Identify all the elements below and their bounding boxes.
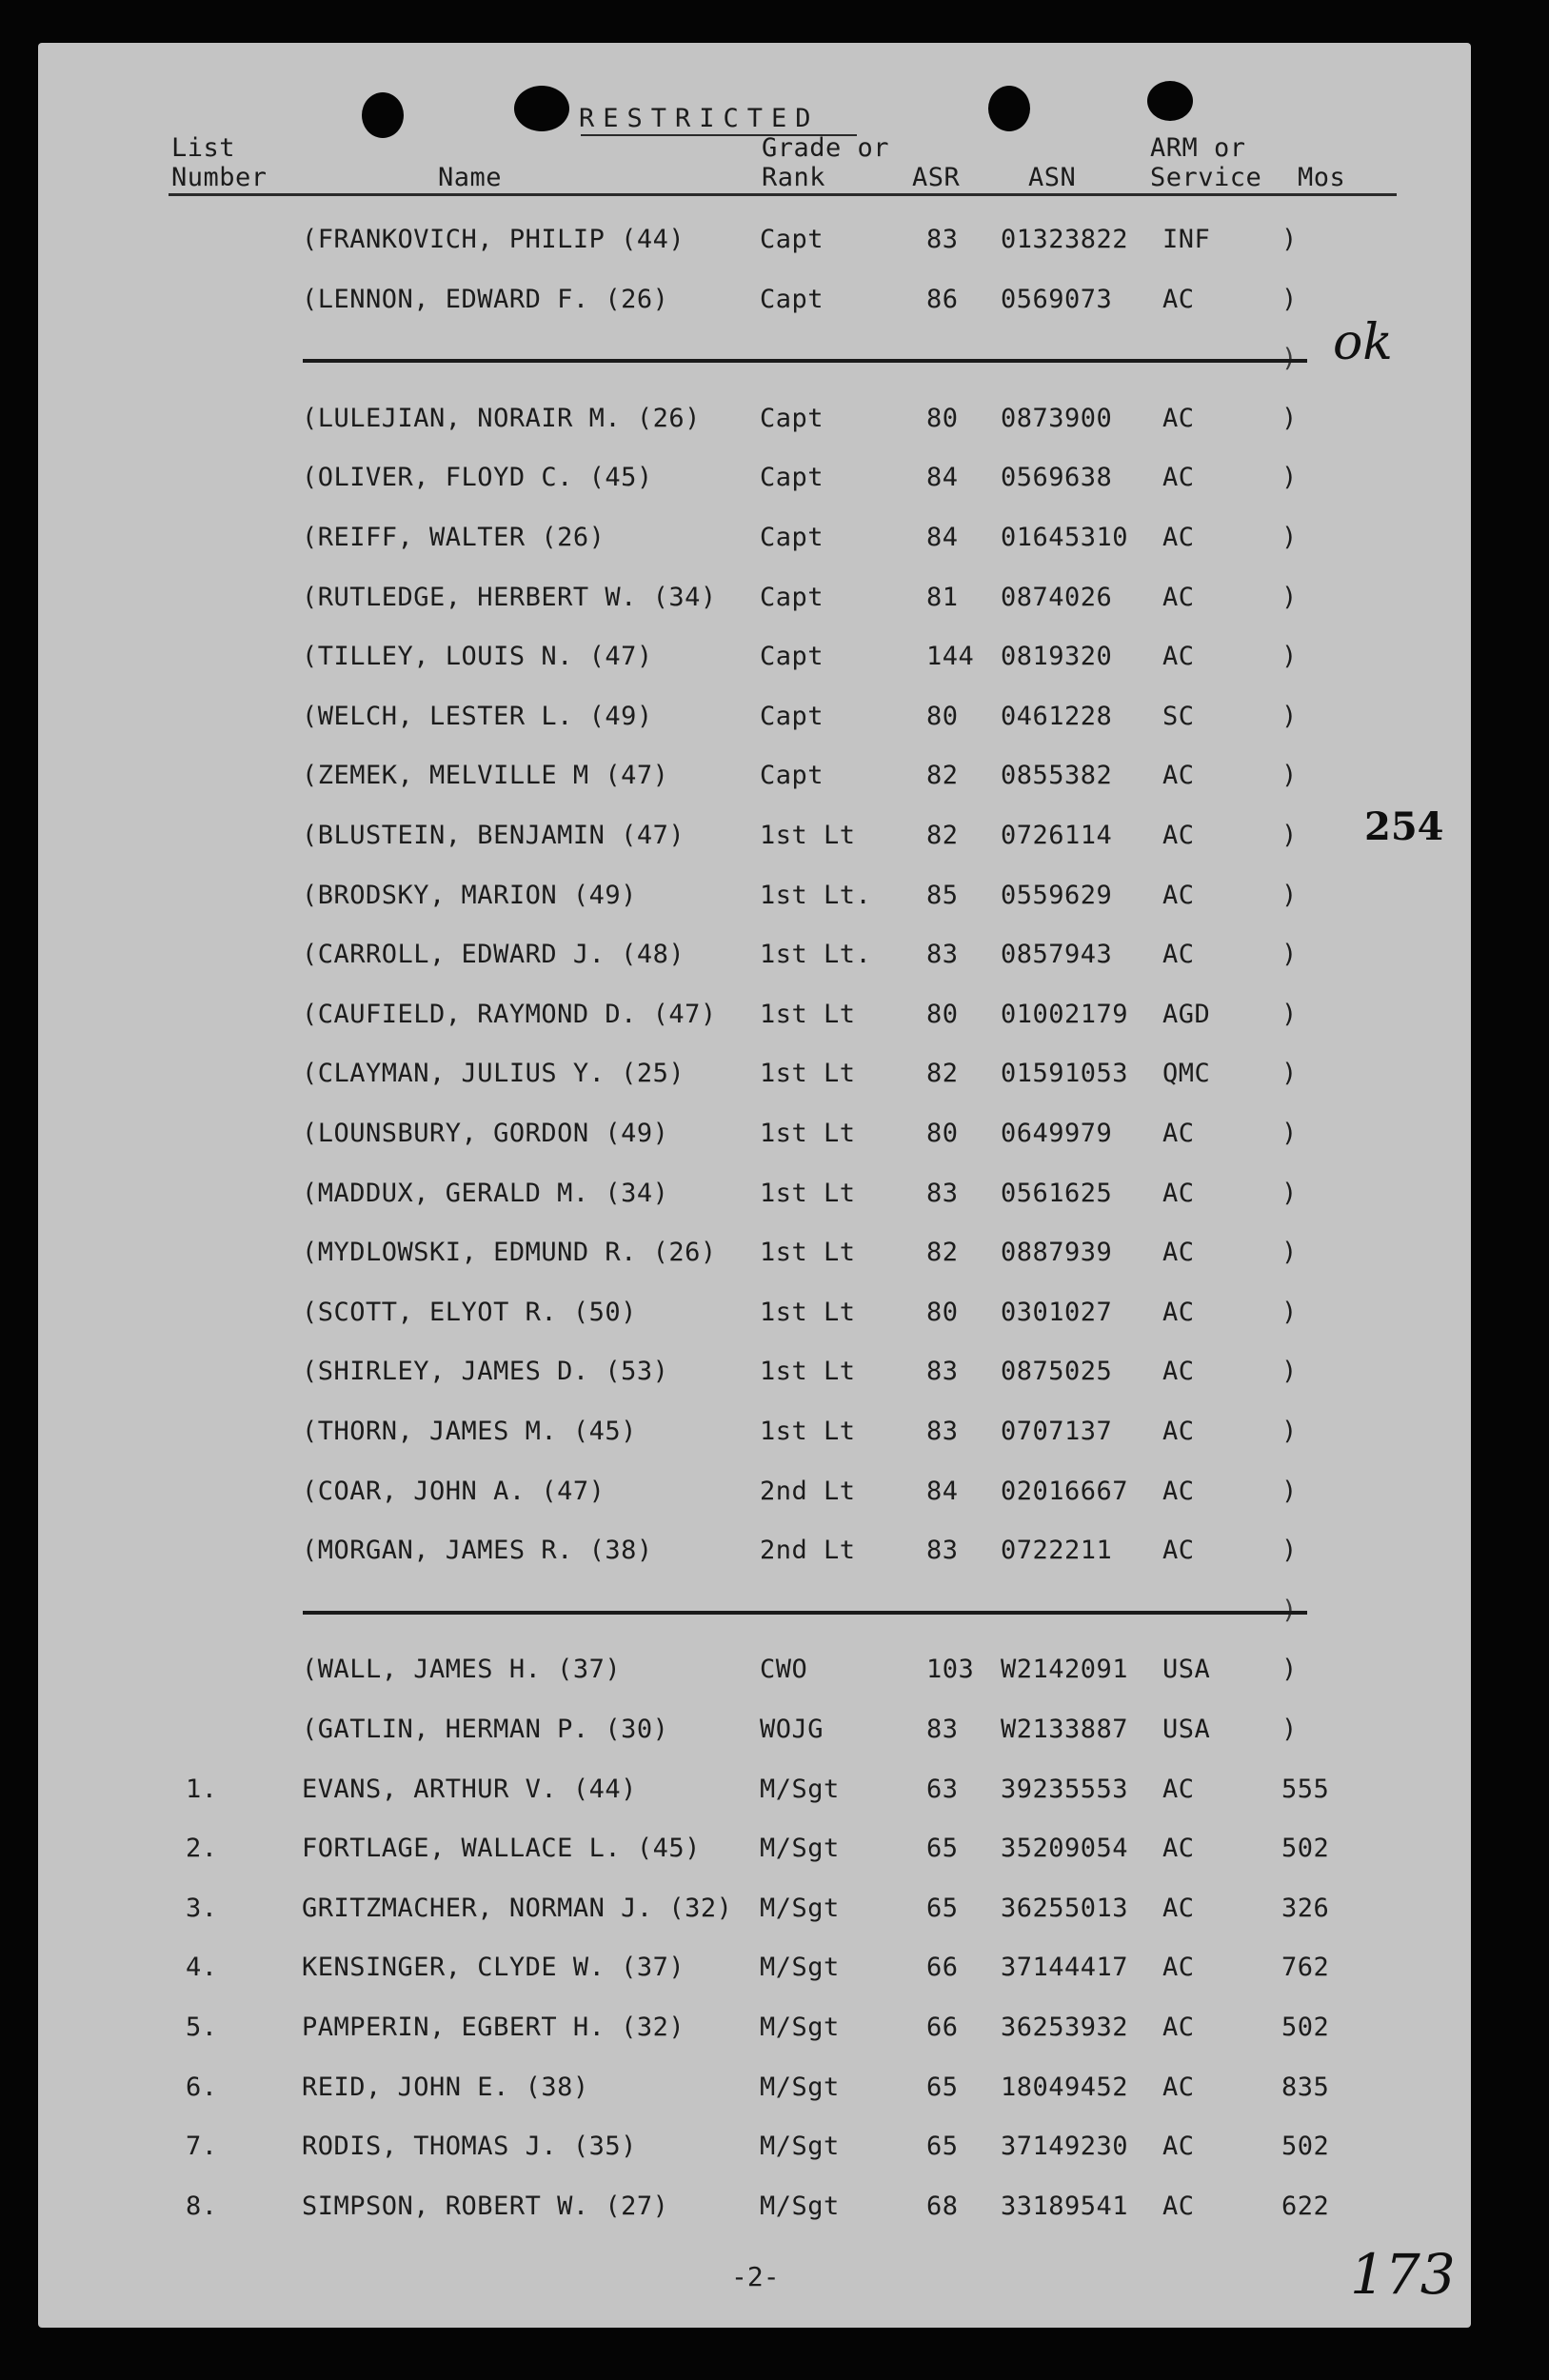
asn-cell: 0649979 <box>1001 1119 1113 1148</box>
table-row <box>38 1532 1471 1570</box>
asr-cell: 82 <box>926 1238 959 1267</box>
mos-cell: ) <box>1281 940 1298 969</box>
asn-cell: 01591053 <box>1001 1059 1129 1088</box>
name-cell: PAMPERIN, EGBERT H. (32) <box>302 2013 685 2042</box>
table-row <box>38 2009 1471 2047</box>
arm-service-cell: USA <box>1162 1715 1211 1744</box>
asn-cell: 0857943 <box>1001 940 1113 969</box>
table-row <box>38 2069 1471 2107</box>
asn-cell: 0569073 <box>1001 285 1113 314</box>
asr-cell: 85 <box>926 881 959 910</box>
grade-cell: 1st Lt. <box>760 881 872 910</box>
grade-cell: Capt <box>760 583 824 612</box>
asr-cell: 80 <box>926 1000 959 1029</box>
mos-cell: ) <box>1281 1655 1298 1684</box>
header-grade: Grade or Rank <box>762 133 890 192</box>
mos-cell: ) <box>1281 583 1298 612</box>
handwritten-folio-number: 173 <box>1350 2242 1456 2307</box>
list-number-cell: 5. <box>186 2013 218 2042</box>
name-cell: (BRODSKY, MARION (49) <box>302 881 637 910</box>
asn-cell: 35209054 <box>1001 1834 1129 1863</box>
asn-cell: 0461228 <box>1001 702 1113 731</box>
asr-cell: 83 <box>926 1715 959 1744</box>
stamped-number: 254 <box>1364 804 1444 849</box>
table-row <box>38 698 1471 736</box>
mos-cell: ) <box>1281 1536 1298 1565</box>
punch-hole <box>362 92 404 138</box>
grade-cell: 1st Lt <box>760 1417 856 1446</box>
punch-hole <box>988 86 1030 131</box>
asr-cell: 84 <box>926 1477 959 1506</box>
table-row <box>38 1353 1471 1391</box>
mos-cell: ) <box>1281 1179 1298 1208</box>
asr-cell: 66 <box>926 1953 959 1982</box>
table-row <box>38 221 1471 259</box>
arm-service-cell: AC <box>1162 1536 1195 1565</box>
name-cell: (LULEJIAN, NORAIR M. (26) <box>302 404 701 433</box>
table-row <box>38 1651 1471 1689</box>
table-row <box>38 757 1471 795</box>
asr-cell: 86 <box>926 285 959 314</box>
name-cell: (SHIRLEY, JAMES D. (53) <box>302 1357 669 1386</box>
grade-cell: Capt <box>760 285 824 314</box>
arm-service-cell: SC <box>1162 702 1195 731</box>
name-cell: (MYDLOWSKI, EDMUND R. (26) <box>302 1238 717 1267</box>
page-number: -2- <box>731 2261 780 2292</box>
table-row <box>38 400 1471 438</box>
asr-cell: 80 <box>926 1119 959 1148</box>
mos-cell: 622 <box>1281 2192 1330 2221</box>
name-cell: (WELCH, LESTER L. (49) <box>302 702 653 731</box>
name-cell: REID, JOHN E. (38) <box>302 2073 589 2102</box>
table-row <box>38 1175 1471 1213</box>
mos-cell: ) <box>1281 285 1298 314</box>
arm-service-cell: AC <box>1162 1298 1195 1327</box>
name-cell: (REIFF, WALTER (26) <box>302 523 606 552</box>
mos-cell: ) <box>1281 463 1298 492</box>
asr-cell: 83 <box>926 940 959 969</box>
table-row <box>38 1771 1471 1809</box>
mos-cell: 502 <box>1281 2132 1330 2161</box>
arm-service-cell: AC <box>1162 2013 1195 2042</box>
table-row <box>38 996 1471 1034</box>
grade-cell: Capt <box>760 225 824 254</box>
name-cell: (RUTLEDGE, HERBERT W. (34) <box>302 583 717 612</box>
table-row <box>38 817 1471 855</box>
asr-cell: 66 <box>926 2013 959 2042</box>
asn-cell: 01323822 <box>1001 225 1129 254</box>
name-cell: (SCOTT, ELYOT R. (50) <box>302 1298 637 1327</box>
arm-service-cell: USA <box>1162 1655 1211 1684</box>
asr-cell: 103 <box>926 1655 975 1684</box>
arm-service-cell: AC <box>1162 1834 1195 1863</box>
grade-cell: Capt <box>760 523 824 552</box>
mos-cell: ) <box>1281 702 1298 731</box>
grade-cell: M/Sgt <box>760 1953 840 1982</box>
mos-cell: ) <box>1281 225 1298 254</box>
asn-cell: 37144417 <box>1001 1953 1129 1982</box>
mos-cell: ) <box>1281 1059 1298 1088</box>
asr-cell: 83 <box>926 1179 959 1208</box>
asn-cell: 0875025 <box>1001 1357 1113 1386</box>
asn-cell: 0301027 <box>1001 1298 1113 1327</box>
asn-cell: 37149230 <box>1001 2132 1129 2161</box>
name-cell: (MORGAN, JAMES R. (38) <box>302 1536 653 1565</box>
asn-cell: 0569638 <box>1001 463 1113 492</box>
table-row <box>38 936 1471 974</box>
arm-service-cell: AC <box>1162 761 1195 790</box>
grade-cell: 1st Lt <box>760 1238 856 1267</box>
arm-service-cell: AC <box>1162 1119 1195 1148</box>
mos-cell: 762 <box>1281 1953 1330 1982</box>
name-cell: (CAUFIELD, RAYMOND D. (47) <box>302 1000 717 1029</box>
arm-service-cell: AC <box>1162 821 1195 850</box>
asr-cell: 80 <box>926 404 959 433</box>
name-cell: (CLAYMAN, JULIUS Y. (25) <box>302 1059 685 1088</box>
header-arm-service: ARM or Service <box>1150 133 1262 192</box>
grade-cell: M/Sgt <box>760 2192 840 2221</box>
asn-cell: 01002179 <box>1001 1000 1129 1029</box>
asr-cell: 68 <box>926 2192 959 2221</box>
asn-cell: 0722211 <box>1001 1536 1113 1565</box>
table-row <box>38 1234 1471 1272</box>
mos-cell: ) <box>1281 404 1298 433</box>
grade-cell: 1st Lt <box>760 1357 856 1386</box>
mos-cell: ) <box>1281 1238 1298 1267</box>
asn-cell: 0855382 <box>1001 761 1113 790</box>
list-number-cell: 7. <box>186 2132 218 2161</box>
punch-hole <box>514 86 569 131</box>
header-asn: ASN <box>1028 163 1077 192</box>
grade-cell: 1st Lt <box>760 1179 856 1208</box>
mos-cell: 835 <box>1281 2073 1330 2102</box>
grade-cell: Capt <box>760 463 824 492</box>
header-name: Name <box>438 163 503 192</box>
asn-cell: 0559629 <box>1001 881 1113 910</box>
name-cell: (THORN, JAMES M. (45) <box>302 1417 637 1446</box>
list-number-cell: 1. <box>186 1775 218 1804</box>
asn-cell: 0874026 <box>1001 583 1113 612</box>
grade-cell: M/Sgt <box>760 1894 840 1923</box>
name-cell: (GATLIN, HERMAN P. (30) <box>302 1715 669 1744</box>
list-number-cell: 4. <box>186 1953 218 1982</box>
name-cell: (ZEMEK, MELVILLE M (47) <box>302 761 669 790</box>
arm-service-cell: AC <box>1162 2132 1195 2161</box>
asr-cell: 80 <box>926 702 959 731</box>
mos-cell: 555 <box>1281 1775 1330 1804</box>
strike-through-line <box>303 1611 1307 1615</box>
asn-cell: 0873900 <box>1001 404 1113 433</box>
grade-cell: 1st Lt <box>760 1298 856 1327</box>
grade-cell: Capt <box>760 702 824 731</box>
mos-cell: ) <box>1281 642 1298 671</box>
strike-through-line <box>303 359 1307 363</box>
table-row <box>38 1115 1471 1153</box>
arm-service-cell: AC <box>1162 1894 1195 1923</box>
table-row <box>38 1711 1471 1749</box>
table-row <box>38 877 1471 915</box>
arm-service-cell: AC <box>1162 2073 1195 2102</box>
grade-cell: 1st Lt <box>760 821 856 850</box>
arm-service-cell: AC <box>1162 1953 1195 1982</box>
name-cell: (LOUNSBURY, GORDON (49) <box>302 1119 669 1148</box>
grade-cell: Capt <box>760 761 824 790</box>
arm-service-cell: AC <box>1162 940 1195 969</box>
asn-cell: 36253932 <box>1001 2013 1129 2042</box>
mos-cell: ) <box>1281 761 1298 790</box>
name-cell: (OLIVER, FLOYD C. (45) <box>302 463 653 492</box>
name-cell: RODIS, THOMAS J. (35) <box>302 2132 637 2161</box>
grade-cell: 2nd Lt <box>760 1536 856 1565</box>
list-number-cell: 8. <box>186 2192 218 2221</box>
header-list-number-text: List Number <box>171 133 268 192</box>
name-cell: (BLUSTEIN, BENJAMIN (47) <box>302 821 685 850</box>
arm-service-cell: AC <box>1162 1179 1195 1208</box>
grade-cell: 1st Lt <box>760 1059 856 1088</box>
mos-cell: ) <box>1281 1477 1298 1506</box>
table-row <box>38 281 1471 319</box>
asr-cell: 82 <box>926 761 959 790</box>
asn-cell: 0819320 <box>1001 642 1113 671</box>
header-asr: ASR <box>912 163 961 192</box>
asr-cell: 84 <box>926 463 959 492</box>
table-row <box>38 579 1471 617</box>
mos-cell: 502 <box>1281 2013 1330 2042</box>
grade-cell: M/Sgt <box>760 1775 840 1804</box>
table-row <box>38 2128 1471 2166</box>
name-cell: (TILLEY, LOUIS N. (47) <box>302 642 653 671</box>
mos-cell: ) <box>1281 1715 1298 1744</box>
handwritten-ok-mark: ok <box>1333 314 1393 371</box>
mos-cell: ) <box>1281 1417 1298 1446</box>
table-row <box>38 1294 1471 1332</box>
arm-service-cell: AC <box>1162 2192 1195 2221</box>
table-row-struck <box>38 1592 1471 1630</box>
arm-service-cell: AC <box>1162 1357 1195 1386</box>
table-row-struck <box>38 340 1471 378</box>
grade-cell: M/Sgt <box>760 2073 840 2102</box>
list-number-cell: 2. <box>186 1834 218 1863</box>
mos-cell: 326 <box>1281 1894 1330 1923</box>
asr-cell: 82 <box>926 821 959 850</box>
asn-cell: 0561625 <box>1001 1179 1113 1208</box>
asr-cell: 84 <box>926 523 959 552</box>
asn-cell: 18049452 <box>1001 2073 1129 2102</box>
grade-cell: CWO <box>760 1655 808 1684</box>
document-page <box>38 43 1471 2328</box>
name-cell: (LENNON, EDWARD F. (26) <box>302 285 669 314</box>
grade-cell: WOJG <box>760 1715 824 1744</box>
table-row <box>38 519 1471 557</box>
asn-cell: 02016667 <box>1001 1477 1129 1506</box>
grade-cell: 2nd Lt <box>760 1477 856 1506</box>
asr-cell: 80 <box>926 1298 959 1327</box>
arm-service-cell: QMC <box>1162 1059 1211 1088</box>
asn-cell: W2142091 <box>1001 1655 1129 1684</box>
asn-cell: 01645310 <box>1001 523 1129 552</box>
asn-cell: 33189541 <box>1001 2192 1129 2221</box>
arm-service-cell: AC <box>1162 285 1195 314</box>
grade-cell: 1st Lt <box>760 1119 856 1148</box>
table-row <box>38 1830 1471 1868</box>
header-mos: Mos <box>1298 163 1346 192</box>
asn-cell: 0707137 <box>1001 1417 1113 1446</box>
asr-cell: 83 <box>926 1417 959 1446</box>
name-cell: (CARROLL, EDWARD J. (48) <box>302 940 685 969</box>
name-cell: SIMPSON, ROBERT W. (27) <box>302 2192 669 2221</box>
asr-cell: 144 <box>926 642 975 671</box>
asr-cell: 82 <box>926 1059 959 1088</box>
asr-cell: 83 <box>926 1357 959 1386</box>
table-row <box>38 459 1471 497</box>
mos-cell: ) <box>1281 1119 1298 1148</box>
asr-cell: 65 <box>926 2132 959 2161</box>
table-row <box>38 1949 1471 1987</box>
table-row <box>38 1890 1471 1928</box>
mos-cell: ) <box>1281 1298 1298 1327</box>
table-row <box>38 638 1471 676</box>
grade-cell: M/Sgt <box>760 1834 840 1863</box>
asr-cell: 65 <box>926 1834 959 1863</box>
mos-cell: ) <box>1281 1000 1298 1029</box>
arm-service-cell: AC <box>1162 1238 1195 1267</box>
asr-cell: 83 <box>926 1536 959 1565</box>
asn-cell: 0726114 <box>1001 821 1113 850</box>
name-cell: (WALL, JAMES H. (37) <box>302 1655 622 1684</box>
table-row <box>38 1413 1471 1451</box>
mos-cell: ) <box>1281 821 1298 850</box>
mos-cell: ) <box>1281 523 1298 552</box>
table-row <box>38 1473 1471 1511</box>
mos-cell: ) <box>1281 881 1298 910</box>
asn-cell: 36255013 <box>1001 1894 1129 1923</box>
grade-cell: M/Sgt <box>760 2132 840 2161</box>
header-list-number <box>171 133 268 192</box>
arm-service-cell: AC <box>1162 1477 1195 1506</box>
list-number-cell: 6. <box>186 2073 218 2102</box>
arm-service-cell: AC <box>1162 1417 1195 1446</box>
list-number-cell: 3. <box>186 1894 218 1923</box>
grade-cell: 1st Lt <box>760 1000 856 1029</box>
asn-cell: 39235553 <box>1001 1775 1129 1804</box>
table-row <box>38 2188 1471 2226</box>
asn-cell: 0887939 <box>1001 1238 1113 1267</box>
asr-cell: 83 <box>926 225 959 254</box>
name-cell: KENSINGER, CLYDE W. (37) <box>302 1953 685 1982</box>
name-cell: FORTLAGE, WALLACE L. (45) <box>302 1834 701 1863</box>
grade-cell: 1st Lt. <box>760 940 872 969</box>
restricted-marking: RESTRICTED <box>579 104 820 133</box>
name-cell: GRITZMACHER, NORMAN J. (32) <box>302 1894 733 1923</box>
arm-service-cell: AC <box>1162 881 1195 910</box>
grade-cell: M/Sgt <box>760 2013 840 2042</box>
header-rule <box>169 193 1397 196</box>
asn-cell: W2133887 <box>1001 1715 1129 1744</box>
arm-service-cell: AC <box>1162 463 1195 492</box>
name-cell: (MADDUX, GERALD M. (34) <box>302 1179 669 1208</box>
table-row <box>38 1055 1471 1093</box>
asr-cell: 63 <box>926 1775 959 1804</box>
asr-cell: 65 <box>926 2073 959 2102</box>
asr-cell: 81 <box>926 583 959 612</box>
name-cell: (FRANKOVICH, PHILIP (44) <box>302 225 685 254</box>
arm-service-cell: AC <box>1162 583 1195 612</box>
arm-service-cell: AC <box>1162 404 1195 433</box>
arm-service-cell: INF <box>1162 225 1211 254</box>
asr-cell: 65 <box>926 1894 959 1923</box>
name-cell: EVANS, ARTHUR V. (44) <box>302 1775 637 1804</box>
name-cell: (COAR, JOHN A. (47) <box>302 1477 606 1506</box>
mos-cell: ) <box>1281 1357 1298 1386</box>
mos-cell: 502 <box>1281 1834 1330 1863</box>
grade-cell: Capt <box>760 404 824 433</box>
arm-service-cell: AC <box>1162 642 1195 671</box>
punch-hole <box>1147 81 1193 121</box>
grade-cell: Capt <box>760 642 824 671</box>
arm-service-cell: AGD <box>1162 1000 1211 1029</box>
arm-service-cell: AC <box>1162 1775 1195 1804</box>
arm-service-cell: AC <box>1162 523 1195 552</box>
